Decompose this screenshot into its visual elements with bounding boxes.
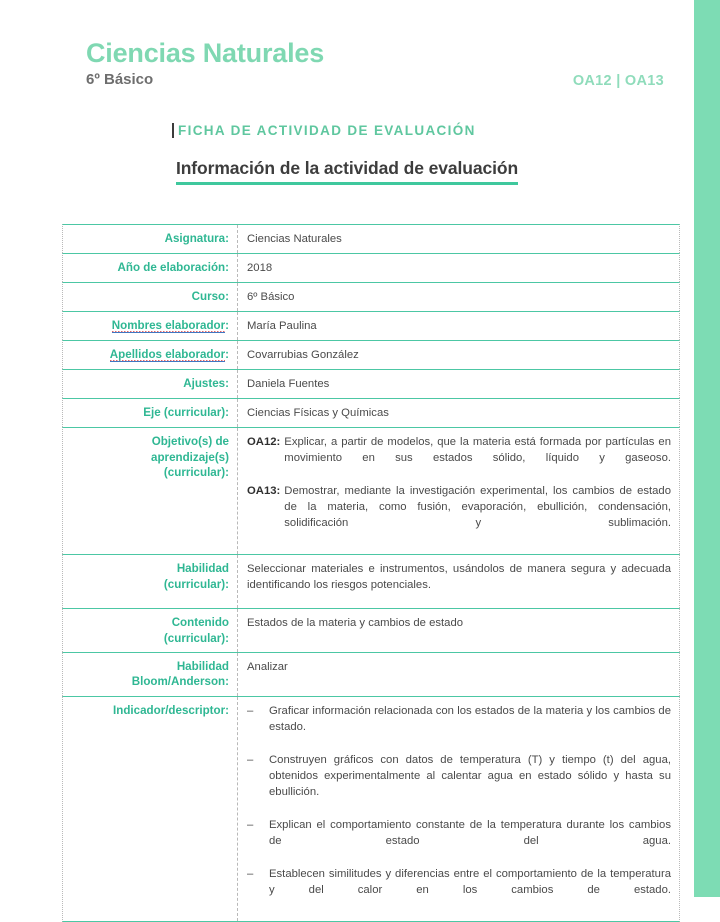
row-label bbox=[63, 653, 238, 696]
table-row-indicador bbox=[62, 696, 680, 922]
row-label-line: Habilidad bbox=[176, 562, 229, 576]
row-label-line: (curricular): bbox=[163, 577, 229, 591]
row-label-colon: : bbox=[225, 348, 229, 362]
list-item-text: Explican el comportamiento constante de la temperatura durante los cambios de estado del agua. bbox=[269, 818, 671, 847]
row-value bbox=[238, 428, 679, 554]
table-row bbox=[62, 282, 680, 311]
row-label-line: (curricular): bbox=[163, 465, 229, 479]
row-label bbox=[63, 555, 238, 608]
row-label: Curso: bbox=[63, 283, 238, 311]
oa-codes-label: OA12 | OA13 bbox=[572, 73, 664, 90]
objective-item bbox=[247, 483, 671, 547]
row-label-link[interactable]: Apellidos elaborador bbox=[109, 348, 226, 362]
row-label: Año de elaboración: bbox=[63, 254, 238, 282]
grade-label: 6º Básico bbox=[86, 71, 154, 89]
header-meta-row bbox=[86, 71, 666, 89]
text-caret-icon bbox=[172, 123, 174, 138]
table-row-habilidad-curricular bbox=[62, 554, 680, 608]
decorative-green-sidebar bbox=[694, 0, 720, 897]
ficha-heading-label: FICHA DE ACTIVIDAD DE EVALUACIÓN bbox=[178, 123, 476, 138]
objective-text: Explicar, a partir de modelos, que la materia está formada por partículas en movimiento en sus estados sólido, líquido y gaseoso. bbox=[284, 436, 671, 465]
row-value: Seleccionar materiales e instrumentos, usándolos de manera segura y adecuada identificando los riesgos potenciales. bbox=[247, 563, 671, 592]
row-value: Covarrubias González bbox=[247, 349, 359, 362]
title-underline-rule bbox=[176, 182, 518, 185]
bullet-dash-icon: – bbox=[247, 704, 254, 717]
row-label: Eje (curricular): bbox=[63, 399, 238, 427]
row-value: Estados de la materia y cambios de estado bbox=[247, 617, 464, 630]
row-label bbox=[63, 341, 238, 369]
document-header bbox=[86, 38, 666, 89]
objective-code: OA13: bbox=[247, 485, 281, 498]
evaluation-info-table bbox=[62, 224, 680, 922]
list-item bbox=[247, 817, 671, 865]
row-label-line: Habilidad bbox=[176, 660, 229, 674]
table-row bbox=[62, 369, 680, 398]
row-value: Ciencias Naturales bbox=[247, 233, 342, 245]
table-row bbox=[62, 340, 680, 369]
row-label-line: Objetivo(s) de bbox=[151, 435, 229, 449]
row-value: 6º Básico bbox=[247, 291, 295, 304]
list-item bbox=[247, 703, 671, 751]
subject-title: Ciencias Naturales bbox=[86, 38, 325, 68]
row-value: María Paulina bbox=[247, 320, 317, 333]
objective-item bbox=[247, 434, 671, 482]
list-item-text: Construyen gráficos con datos de temperatura (T) y tiempo (t) del agua, obtenidos experimentalmente al calentar agua en estado sólido y hasta su ebullición. bbox=[269, 753, 671, 798]
list-item bbox=[247, 866, 671, 914]
row-value: Analizar bbox=[247, 661, 288, 674]
row-label-link[interactable]: Nombres elaborador bbox=[111, 319, 226, 333]
page-title-wrap bbox=[0, 158, 694, 190]
table-row bbox=[62, 253, 680, 282]
bullet-dash-icon: – bbox=[247, 753, 254, 766]
row-value: Ciencias Físicas y Químicas bbox=[247, 407, 389, 420]
row-label-line: Bloom/Anderson: bbox=[131, 675, 229, 689]
page-title bbox=[176, 158, 518, 190]
row-label-colon: : bbox=[225, 319, 229, 333]
row-label: Ajustes: bbox=[63, 370, 238, 398]
row-label bbox=[63, 312, 238, 340]
row-label bbox=[63, 609, 238, 652]
table-row bbox=[62, 398, 680, 427]
list-item bbox=[247, 752, 671, 816]
table-row-habilidad-bloom bbox=[62, 652, 680, 696]
page-title-text: Información de la actividad de evaluación bbox=[175, 158, 519, 178]
table-row-contenido bbox=[62, 608, 680, 652]
row-value: 2018 bbox=[247, 262, 273, 275]
row-label: Asignatura: bbox=[63, 225, 238, 253]
row-label-line: aprendizaje(s) bbox=[151, 450, 229, 464]
row-label bbox=[63, 428, 238, 554]
bullet-dash-icon: – bbox=[247, 818, 254, 831]
list-item-text: Establecen similitudes y diferencias entre el comportamiento de la temperatura y del calor en los cambios de estado. bbox=[269, 867, 671, 896]
table-row bbox=[62, 311, 680, 340]
row-value bbox=[238, 697, 679, 921]
objective-code: OA12: bbox=[247, 436, 281, 449]
row-label-line: (curricular): bbox=[163, 631, 229, 645]
row-label: Indicador/descriptor: bbox=[63, 697, 238, 921]
bullet-dash-icon: – bbox=[247, 867, 254, 880]
list-item-text: Graficar información relacionada con los estados de la materia y los cambios de estado. bbox=[269, 704, 671, 733]
indicator-list bbox=[247, 703, 671, 914]
table-row bbox=[62, 224, 680, 253]
row-label-line: Contenido bbox=[171, 616, 229, 630]
row-value: Daniela Fuentes bbox=[247, 378, 330, 391]
objective-text: Demostrar, mediante la investigación experimental, los cambios de estado de la materia, como fusión, evaporación, ebullición, condensación, solidificación y sublimación. bbox=[284, 485, 671, 530]
ficha-heading bbox=[172, 123, 476, 138]
table-row-objectives bbox=[62, 427, 680, 554]
